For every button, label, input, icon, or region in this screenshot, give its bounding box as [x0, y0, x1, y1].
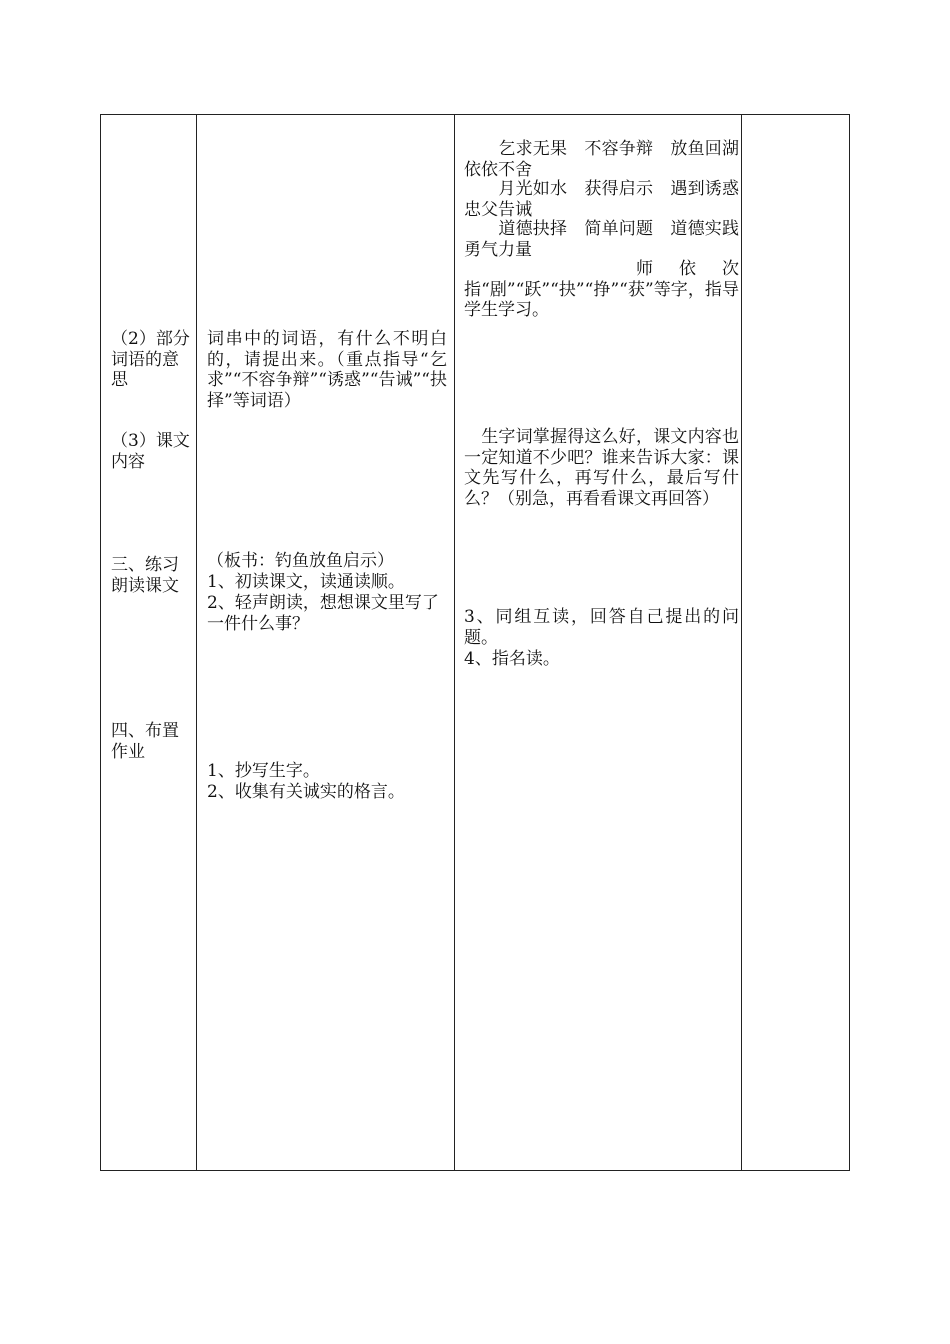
activity-4: 4、指名读。 — [464, 649, 560, 669]
transition-question: 生字词掌握得这么好，课文内容也一定知道不少吧？谁来告诉大家：课文先写什么，再写什么，最后写什么？（别急，再看看课文再回答） — [464, 427, 739, 509]
activity-3: 3、同组互读，回答自己提出的问题。 — [464, 607, 739, 648]
lesson-table — [100, 114, 850, 1171]
column-divider — [196, 115, 197, 1170]
step-homework: 四、布置作业 — [111, 721, 179, 762]
word-group-2: 月光如水 获得启示 遇到诱惑 忠父告诫 — [464, 179, 756, 220]
word-group-3: 道德抉择 简单问题 道德实践 勇气力量 — [464, 219, 756, 260]
step-word-meaning: （2）部分词语的意思 — [111, 329, 190, 390]
step-text-content: （3）课文内容 — [111, 431, 190, 472]
board-note: （板书：钓鱼放鱼启示） — [207, 551, 394, 571]
column-divider — [741, 115, 742, 1170]
teacher-guidance: 师依次指“剧”“跃”“抉”“挣”“获”等字，指导学生学习。 — [464, 259, 739, 320]
word-prompt-text: 词串中的词语，有什么不明白的，请提出来。（重点指导“乞求”“不容争辩”“诱惑”“告诫”“抉择”等词语） — [207, 329, 447, 411]
homework-2: 2、收集有关诚实的格言。 — [207, 782, 405, 802]
homework-1: 1、抄写生字。 — [207, 761, 320, 781]
reading-step-2: 2、轻声朗读，想想课文里写了一件什么事？ — [207, 593, 439, 634]
column-divider — [454, 115, 455, 1170]
reading-step-1: 1、初读课文，读通读顺。 — [207, 572, 405, 592]
word-group-1: 乞求无果 不容争辩 放鱼回湖 依依不舍 — [464, 139, 756, 180]
step-practice-reading: 三、练习朗读课文 — [111, 555, 179, 596]
